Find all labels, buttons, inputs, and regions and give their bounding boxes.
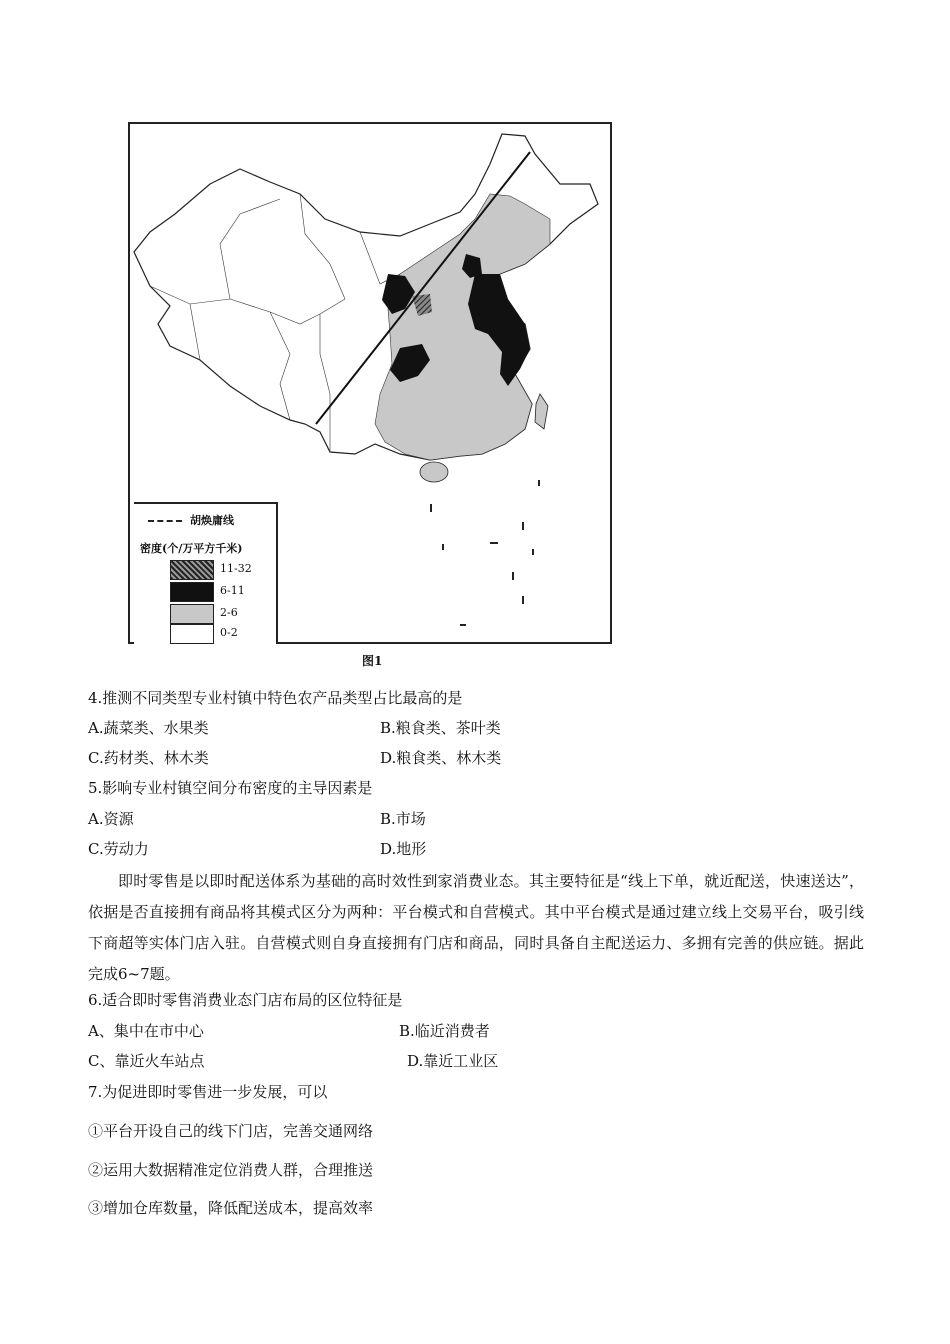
china-density-map: [128, 122, 612, 644]
legend-label-6-11: 6-11: [220, 584, 245, 597]
q6-option-a: A、集中在市中心: [88, 1022, 204, 1040]
q5-option-a: A.资源: [88, 810, 134, 828]
legend-line-symbol: [148, 520, 182, 522]
q5-option-d: D.地形: [380, 840, 427, 858]
legend-line-row: [148, 512, 234, 528]
q7-statement-2: ②运用大数据精准定位消费人群，合理推送: [88, 1161, 374, 1179]
legend-swatch-11-32: [170, 560, 214, 580]
legend-swatch-2-6: [170, 604, 214, 624]
q7-statement-1: ①平台开设自己的线下门店，完善交通网络: [88, 1122, 374, 1140]
q6-option-c: C、靠近火车站点: [88, 1052, 205, 1070]
figure-caption: 图1: [362, 654, 383, 668]
legend-label-11-32: 11-32: [220, 562, 252, 575]
south-sea-islands: [430, 480, 540, 626]
reading-passage: 即时零售是以即时配送体系为基础的高时效性到家消费业态。其主要特征是“线上下单，就近配送，快速送达”，依据是否直接拥有商品将其模式区分为两种：平台模式和自营模式。其中平台模式是通过建立线上交易平台，吸引线下商超等实体门店入驻。自营模式则自身直接拥有门店和商品，同时具备自主配送运力、多拥有完善的供应链。据此完成6~7题。: [88, 872, 864, 983]
legend-title: 密度(个/万平方千米): [140, 542, 243, 555]
legend-label-0-2: 0-2: [220, 626, 238, 639]
taiwan: [535, 394, 548, 429]
q5-stem: 5.影响专业村镇空间分布密度的主导因素是: [88, 779, 373, 797]
q4-stem: 4.推测不同类型专业村镇中特色农产品类型占比最高的是: [88, 689, 463, 707]
hainan: [420, 462, 448, 482]
q4-option-c: C.药材类、林木类: [88, 749, 209, 767]
q6-option-b: B.临近消费者: [399, 1022, 490, 1040]
q7-statement-3: ③增加仓库数量，降低配送成本，提高效率: [88, 1199, 374, 1217]
map-legend: [134, 502, 278, 644]
q4-option-d: D.粮食类、林木类: [380, 749, 502, 767]
legend-label-2-6: 2-6: [220, 606, 238, 619]
q7-stem: 7.为促进即时零售进一步发展，可以: [88, 1083, 328, 1101]
legend-swatch-6-11: [170, 582, 214, 602]
q4-option-b: B.粮食类、茶叶类: [380, 719, 501, 737]
q5-option-b: B.市场: [380, 810, 426, 828]
legend-line-label: 胡焕庸线: [190, 514, 234, 527]
q5-option-c: C.劳动力: [88, 840, 149, 858]
q6-stem: 6.适合即时零售消费业态门店布局的区位特征是: [88, 991, 403, 1009]
q6-option-d: D.靠近工业区: [407, 1052, 499, 1070]
legend-swatch-0-2: [170, 624, 214, 644]
q4-option-a: A.蔬菜类、水果类: [88, 719, 209, 737]
